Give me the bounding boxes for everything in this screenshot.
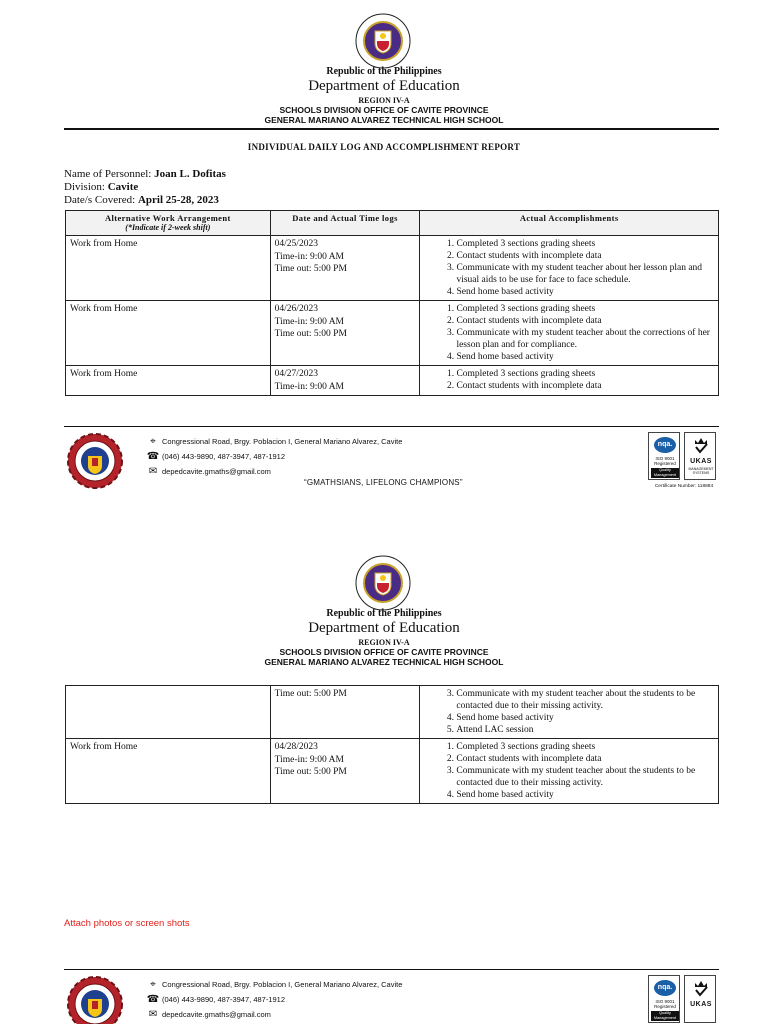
location-pin-icon: ⌖ [150,436,156,447]
telephone-icon: ☎ [146,994,160,1005]
nqa-iso-badge [648,975,680,1023]
ukas-sub-text: MANAGEMENT SYSTEMS [688,467,714,475]
log-table-page-2 [65,685,719,804]
time-log-entry: 04/28/2023 [274,742,318,752]
envelope-icon: ✉ [148,1009,158,1020]
phone-row [146,992,402,1007]
time-log-entry: 04/26/2023 [274,304,318,314]
email-row [146,464,402,479]
department-title: Department of Education [308,620,460,636]
certification-badges [648,432,718,492]
region-text: REGION IV-A [358,638,410,647]
accomplishment-item: 2. Contact students with incomplete data [456,315,714,327]
accomplishment-item: 4. Send home based activity [456,286,714,298]
accomplishment-item: 3. Communicate with my student teacher about the students to be contacted due to their missing activity. [456,688,714,712]
contact-block [146,977,402,1022]
nqa-logo-icon: nqa. [654,437,676,453]
accomplishment-item: 1. Completed 3 sections grading sheets [456,368,714,380]
email-text[interactable]: depedcavite.gmaths@gmail.com [162,467,271,476]
certification-badges [648,975,718,1024]
region-text: REGION IV-A [358,96,410,105]
ukas-text: UKAS [690,1001,712,1008]
table-row [66,236,719,301]
table-row [66,739,719,804]
time-log-entry: Time-in: 9:00 AM [274,316,345,327]
accomplishment-list [424,303,714,363]
accomplishment-list [424,688,714,736]
address-text: Congressional Road, Brgy. Poblacion I, General Mariano Alvarez, Cavite [162,980,403,989]
school-name: GENERAL MARIANO ALVAREZ TECHNICAL HIGH SCHOOL [264,115,504,125]
iso-text: ISO 9001 Registered [654,999,676,1009]
personnel-name: Joan L. Dofitas [154,168,226,180]
personnel-name-line: Name of Personnel: Joan L. Dofitas [64,168,226,180]
accomplishment-item: 1. Completed 3 sections grading sheets [456,741,714,753]
deped-seal-icon [355,555,411,611]
time-log-cell [270,236,420,301]
ukas-text: UKAS [690,458,712,465]
email-row [146,1007,402,1022]
division-line: Division: Cavite [64,181,139,193]
iso-text: ISO 9001 Registered [654,456,676,466]
accomplishment-item: 1. Completed 3 sections grading sheets [456,238,714,250]
phone-row [146,449,402,464]
certificate-number: Certificate Number: 118884 [654,484,714,489]
division-office-text: SCHOOLS DIVISION OFFICE OF CAVITE PROVINCE [279,105,489,115]
accomplishment-item: 4. Send home based activity [456,712,714,724]
accomplishments-cell [420,739,719,804]
time-log-entry: Time out: 5:00 PM [274,329,347,339]
accomplishment-item: 2. Contact students with incomplete data [456,380,714,392]
accomplishment-item: 3. Communicate with my student teacher about the students to be contacted due to their missing activity. [456,765,714,789]
time-log-entry: Time out: 5:00 PM [274,264,347,274]
crown-tick-icon [693,979,709,997]
republic-text: Republic of the Philippines [326,608,442,619]
time-log-cell [270,739,420,804]
time-log-entry: 04/27/2023 [274,369,318,379]
email-text[interactable]: depedcavite.gmaths@gmail.com [162,1010,271,1019]
arrangement-cell [66,686,271,739]
address-row [146,434,402,449]
header-divider [64,128,719,130]
accomplishment-list [424,368,714,392]
accomplishment-item: 5. Attend LAC session [456,724,714,736]
deped-seal-icon [355,13,411,69]
time-log-cell [270,301,420,366]
time-log-entry: 04/25/2023 [274,239,318,249]
footer-divider [64,969,719,970]
attach-photos-note: Attach photos or screen shots [64,918,190,929]
time-log-entry: Time-in: 9:00 AM [274,251,345,262]
school-name: GENERAL MARIANO ALVAREZ TECHNICAL HIGH SCHOOL [264,657,504,667]
footer-divider [64,426,719,427]
time-log-cell [270,686,420,739]
table-row [66,301,719,366]
accomplishments-cell [420,236,719,301]
accomplishment-item: 2. Contact students with incomplete data [456,753,714,765]
time-log-cell [270,366,420,396]
accomplishments-cell [420,301,719,366]
accomplishment-list [424,238,714,298]
division-office-text: SCHOOLS DIVISION OFFICE OF CAVITE PROVINCE [279,647,489,657]
quality-management-text: Quality Management [651,1011,679,1021]
letterhead [0,66,768,125]
phone-text: (046) 443-9890, 487-3947, 487-1912 [162,452,286,461]
envelope-icon: ✉ [148,466,158,477]
time-log-entry: Time-in: 9:00 AM [274,381,345,392]
log-table-page-1 [65,210,719,396]
contact-block [146,434,402,479]
column-header-arrangement: Alternative Work Arrangement (*Indicate if 2-week shift) [66,211,271,236]
personnel-info [64,168,226,207]
location-pin-icon: ⌖ [150,979,156,990]
column-header-time-logs: Date and Actual Time logs [270,211,420,236]
accomplishments-cell [420,686,719,739]
nqa-logo-icon: nqa. [654,980,676,996]
school-gear-logo-icon [66,432,124,490]
letterhead [0,608,768,667]
school-motto: “GMATHSIANS, LIFELONG CHAMPIONS” [304,478,463,487]
table-header-row [66,211,719,236]
arrangement-cell: Work from Home [66,739,271,804]
arrangement-cell: Work from Home [66,366,271,396]
phone-text: (046) 443-9890, 487-3947, 487-1912 [162,995,286,1004]
table-row [66,686,719,739]
arrangement-cell: Work from Home [66,301,271,366]
time-log-entry: Time out: 5:00 PM [274,767,347,777]
accomplishment-item: 2. Contact students with incomplete data [456,250,714,262]
accomplishment-item: 1. Completed 3 sections grading sheets [456,303,714,315]
school-gear-logo-icon [66,975,124,1024]
column-header-accomplishments: Actual Accomplishments [420,211,719,236]
accomplishments-cell [420,366,719,396]
ukas-badge [684,432,716,480]
accomplishment-item: 3. Communicate with my student teacher about the corrections of her lesson plan and for compliance. [456,327,714,351]
division-value: Cavite [107,181,139,193]
report-title: INDIVIDUAL DAILY LOG AND ACCOMPLISHMENT REPORT [247,142,521,152]
accomplishment-item: 4. Send home based activity [456,789,714,801]
nqa-iso-badge [648,432,680,480]
accomplishment-item: 4. Send home based activity [456,351,714,363]
table-row [66,366,719,396]
telephone-icon: ☎ [146,451,160,462]
document-page-2 [0,548,768,1024]
dates-value: April 25-28, 2023 [137,194,219,206]
quality-management-text: Quality Management [651,468,679,478]
dates-line: Date/s Covered: April 25-28, 2023 [64,194,219,206]
address-row [146,977,402,992]
crown-tick-icon [693,436,709,454]
ukas-badge [684,975,716,1023]
accomplishment-item: 3. Communicate with my student teacher about her lesson plan and visual aids to be use for face to face schedule. [456,262,714,286]
time-log-entry: Time-in: 9:00 AM [274,754,344,765]
time-log-entry: Time out: 5:00 PM [274,689,347,699]
arrangement-cell: Work from Home [66,236,271,301]
department-title: Department of Education [308,78,460,94]
republic-text: Republic of the Philippines [326,66,442,77]
address-text: Congressional Road, Brgy. Poblacion I, General Mariano Alvarez, Cavite [162,437,403,446]
accomplishment-list [424,741,714,801]
